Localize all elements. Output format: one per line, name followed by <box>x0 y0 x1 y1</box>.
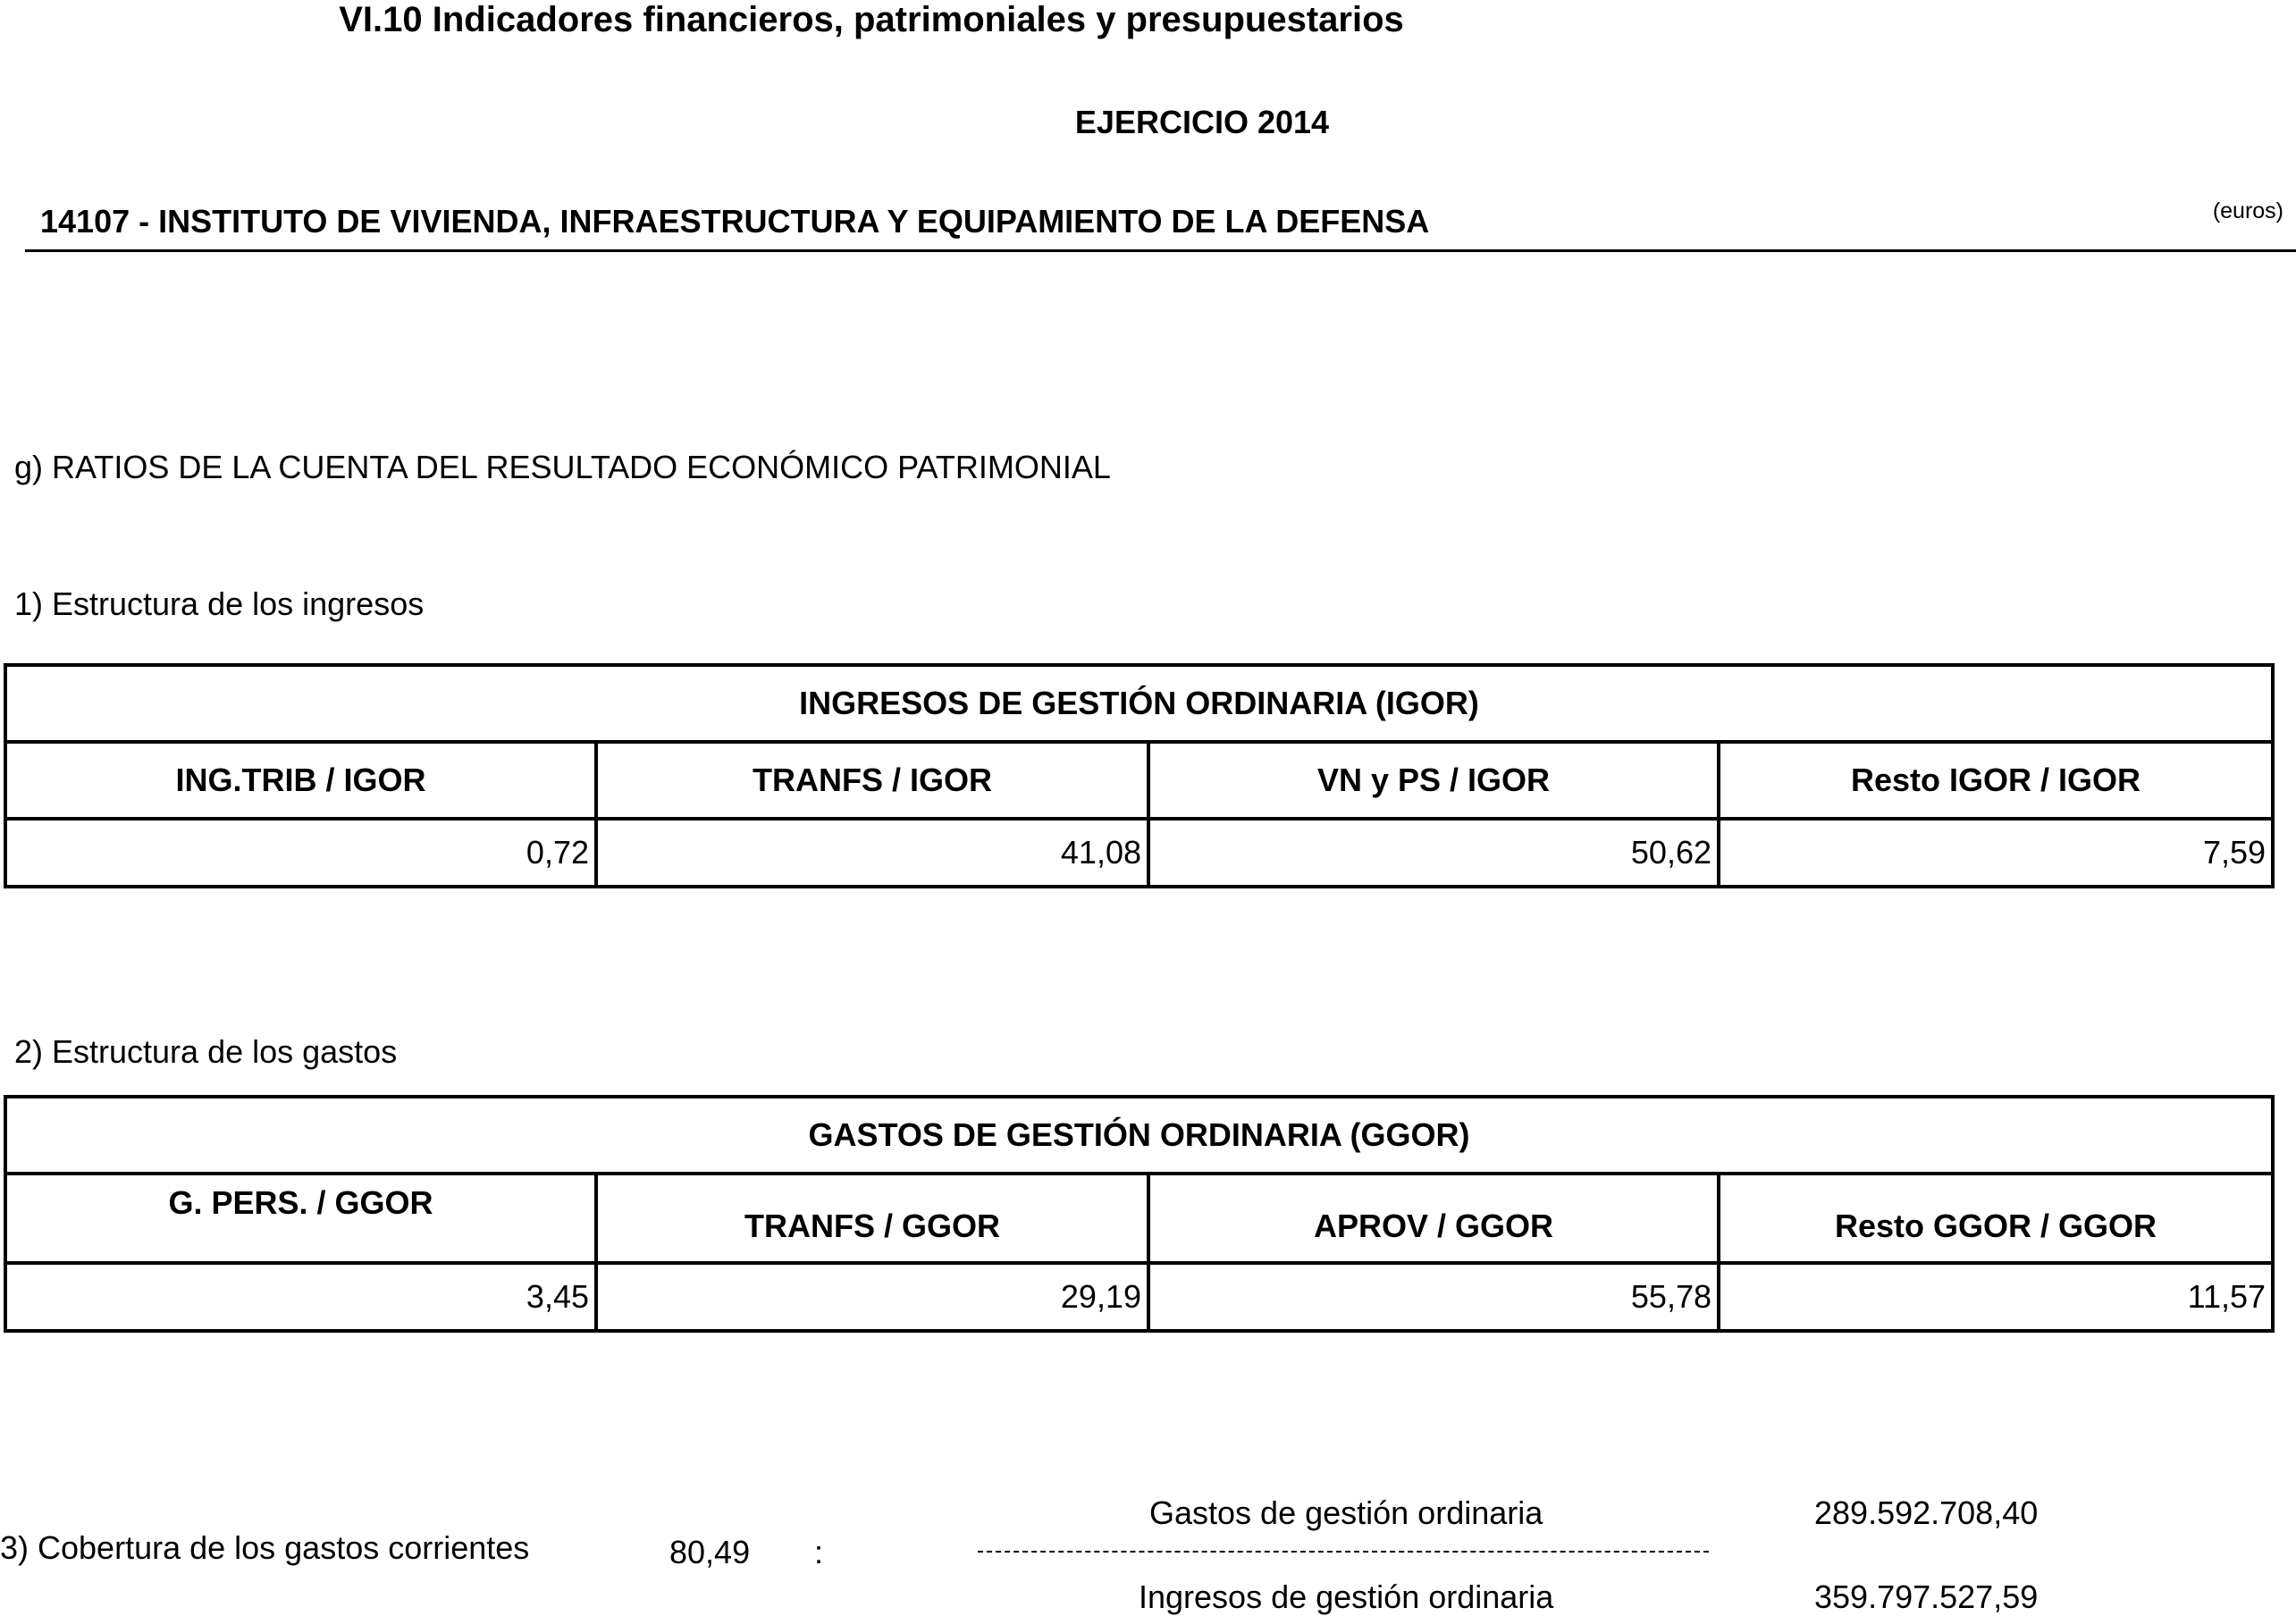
entity-name: 14107 - INSTITUTO DE VIVIENDA, INFRAESTRUCTURA Y EQUIPAMIENTO DE LA DEFENSA <box>40 203 1430 240</box>
expense-table-title: GASTOS DE GESTIÓN ORDINARIA (GGOR) <box>5 1097 2273 1174</box>
table-row <box>5 1263 2273 1331</box>
table-cell: 0,72 <box>5 819 596 887</box>
table-cell: 55,78 <box>1148 1263 1719 1331</box>
table-row <box>5 819 2273 887</box>
table-header-row <box>5 1097 2273 1174</box>
expense-structure-label: 2) Estructura de los gastos <box>14 1033 398 1070</box>
column-header: APROV / GGOR <box>1148 1174 1719 1263</box>
header-divider <box>25 249 2296 252</box>
table-cell: 29,19 <box>596 1263 1148 1331</box>
column-header: Resto IGOR / IGOR <box>1719 742 2273 819</box>
section-title: g) RATIOS DE LA CUENTA DEL RESULTADO ECONÓMICO PATRIMONIAL <box>14 449 1111 485</box>
report-title: VI.10 Indicadores financieros, patrimoniales y presupuestarios <box>339 0 1404 39</box>
table-cell: 3,45 <box>5 1263 596 1331</box>
column-header: ING.TRIB / IGOR <box>5 742 596 819</box>
income-table-title: INGRESOS DE GESTIÓN ORDINARIA (IGOR) <box>5 665 2273 742</box>
fiscal-year: EJERCICIO 2014 <box>1074 104 1330 140</box>
expense-structure-table <box>4 1095 2275 1333</box>
table-cell: 7,59 <box>1719 819 2273 887</box>
coverage-separator: : <box>814 1534 824 1570</box>
column-header: VN y PS / IGOR <box>1148 742 1719 819</box>
fraction-divider <box>978 1551 1709 1553</box>
coverage-label: 3) Cobertura de los gastos corrientes <box>0 1529 530 1566</box>
table-header-row <box>5 665 2273 742</box>
coverage-value: 80,49 <box>669 1534 751 1570</box>
table-cell: 11,57 <box>1719 1263 2273 1331</box>
table-column-header-row <box>5 742 2273 819</box>
column-header: TRANFS / GGOR <box>596 1174 1148 1263</box>
income-structure-table <box>4 663 2275 888</box>
numerator-value: 289.592.708,40 <box>1814 1494 2039 1531</box>
currency-unit: (euros) <box>2212 198 2283 223</box>
table-cell: 50,62 <box>1148 819 1719 887</box>
denominator-value: 359.797.527,59 <box>1814 1578 2039 1615</box>
column-header: TRANFS / IGOR <box>596 742 1148 819</box>
table-cell: 41,08 <box>596 819 1148 887</box>
column-header: G. PERS. / GGOR <box>5 1174 596 1263</box>
column-header: Resto GGOR / GGOR <box>1719 1174 2273 1263</box>
denominator-label: Ingresos de gestión ordinaria <box>1139 1578 1554 1615</box>
table-column-header-row <box>5 1174 2273 1263</box>
numerator-label: Gastos de gestión ordinaria <box>1149 1494 1543 1531</box>
income-structure-label: 1) Estructura de los ingresos <box>14 585 425 622</box>
